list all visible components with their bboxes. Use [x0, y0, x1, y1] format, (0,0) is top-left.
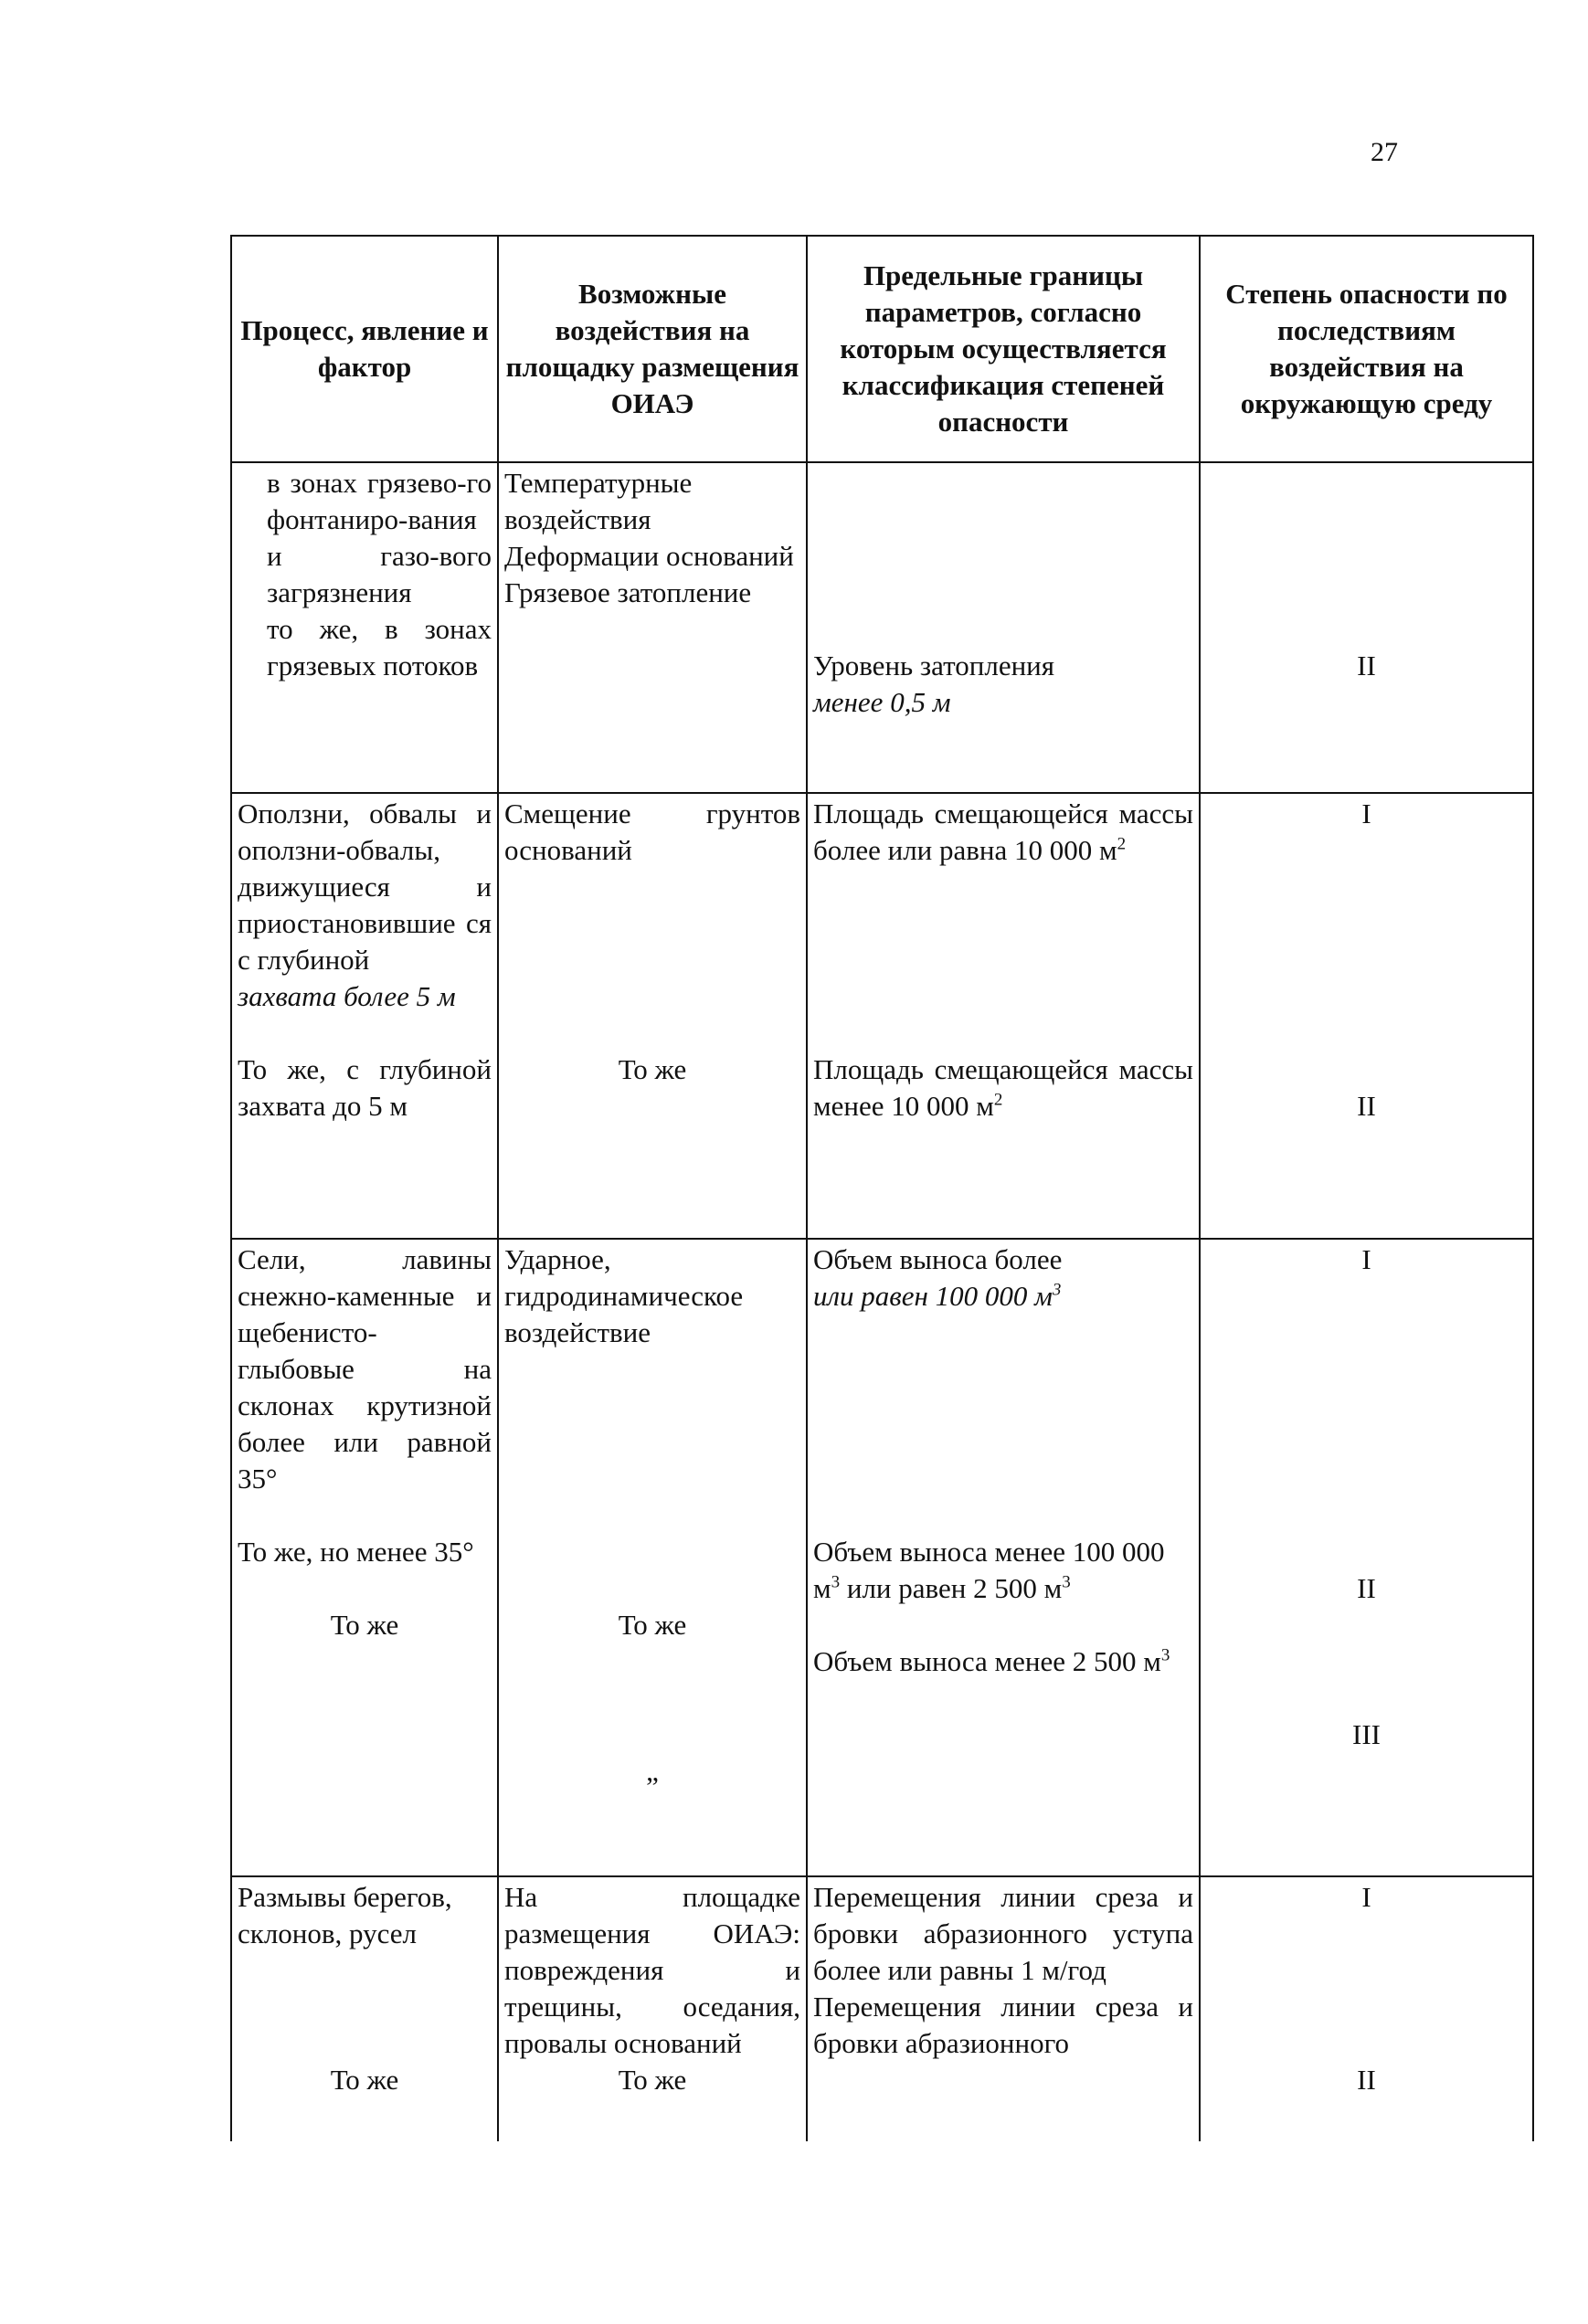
degree-value: II — [1357, 650, 1376, 681]
table-row — [231, 793, 1533, 1239]
header-process: Процесс, явление и фактор — [231, 236, 498, 462]
limit-text: Объем выноса более — [813, 1243, 1063, 1275]
impact-cell — [498, 793, 807, 1239]
limit-text: Перемещения линии среза и бровки абразионного уступа более или равны 1 м/год — [813, 1881, 1193, 1986]
process-text: Размывы берегов, склонов, русел — [238, 1881, 452, 1949]
degree-value: I — [1361, 798, 1371, 829]
impact-text: Грязевое затопление — [504, 576, 752, 608]
process-text: Оползни, обвалы и оползни-обвалы, движущиеся и приостановившие ся с глубиной — [238, 798, 492, 976]
impact-cell — [498, 1239, 807, 1876]
limit-cell — [807, 1239, 1200, 1876]
header-hazard-degree: Степень опасности по последствиям воздействия на окружающую среду — [1200, 236, 1533, 462]
degree-value: II — [1357, 1572, 1376, 1604]
degree-value: II — [1357, 2064, 1376, 2096]
process-cell — [231, 462, 498, 793]
process-text: захвата более 5 м — [238, 980, 456, 1012]
impact-text: На площадке размещения ОИАЭ: повреждения и трещины, оседания, провалы оснований — [504, 1881, 800, 2059]
impact-text: Деформации оснований — [504, 540, 794, 572]
process-cell — [231, 793, 498, 1239]
impact-text: „ — [646, 1755, 659, 1787]
degree-cell — [1200, 1876, 1533, 2141]
limit-text: Уровень затопления — [813, 650, 1055, 681]
impact-text: Температурные воздействия — [504, 467, 693, 535]
impact-text: То же — [618, 2064, 687, 2096]
limit-text: менее 0,5 м — [813, 686, 951, 718]
degree-value: I — [1361, 1881, 1371, 1913]
limit-text: Площадь смещающейся массы более или равна 10 000 $м^2$ — [813, 798, 1193, 866]
process-text: То же, с глубиной захвата до 5 м — [238, 1053, 492, 1122]
impact-text: Смещение грунтов оснований — [504, 798, 800, 866]
degree-cell — [1200, 793, 1533, 1239]
table-row — [231, 1239, 1533, 1876]
table-row — [231, 1876, 1533, 2141]
process-text: то же, в зонах грязевых потоков — [267, 613, 492, 681]
process-text: То же — [330, 2064, 399, 2096]
limit-cell — [807, 462, 1200, 793]
table-header-row — [231, 236, 1533, 462]
impact-text: Ударное, гидродинамическое воздействие — [504, 1243, 744, 1348]
limit-text: Перемещения линии среза и бровки абразионного — [813, 1991, 1193, 2059]
degree-value: III — [1352, 1718, 1381, 1750]
limit-cell — [807, 1876, 1200, 2141]
table-row — [231, 462, 1533, 793]
limit-text: Объем выноса менее 2 500 $м^3$ — [813, 1645, 1170, 1677]
process-cell — [231, 1239, 498, 1876]
process-text: То же, но менее 35° — [238, 1536, 474, 1568]
impact-cell — [498, 462, 807, 793]
degree-value: I — [1361, 1243, 1371, 1275]
page-number: 27 — [1371, 137, 1398, 167]
hazard-table-wrapper — [230, 235, 1532, 2153]
limit-cell — [807, 793, 1200, 1239]
degree-cell — [1200, 1239, 1533, 1876]
impact-cell — [498, 1876, 807, 2141]
process-text: Сели, лавины снежно-каменные и щебенисто-глыбовые на склонах крутизной более или равной 35° — [238, 1243, 492, 1495]
process-text: в зонах грязево-го фонтаниро-вания и газо-вого загрязнения — [267, 467, 492, 608]
limit-text: или равен 100 000 $м^3$ — [813, 1280, 1062, 1312]
limit-text: Объем выноса менее 100 000 $м^3$ или равен 2 500 $м^3$ — [813, 1536, 1165, 1604]
degree-cell — [1200, 462, 1533, 793]
impact-text: То же — [618, 1609, 687, 1641]
process-text: То же — [330, 1609, 399, 1641]
degree-value: II — [1357, 1090, 1376, 1122]
process-cell — [231, 1876, 498, 2141]
header-impacts: Возможные воздействия на площадку размещения ОИАЭ — [498, 236, 807, 462]
limit-text: Площадь смещающейся массы менее 10 000 $м^2$ — [813, 1053, 1193, 1122]
hazard-classification-table — [230, 235, 1534, 2141]
header-limits: Предельные границы параметров, согласно которым осуществляется классификация степеней опасности — [807, 236, 1200, 462]
impact-text: То же — [618, 1053, 687, 1085]
